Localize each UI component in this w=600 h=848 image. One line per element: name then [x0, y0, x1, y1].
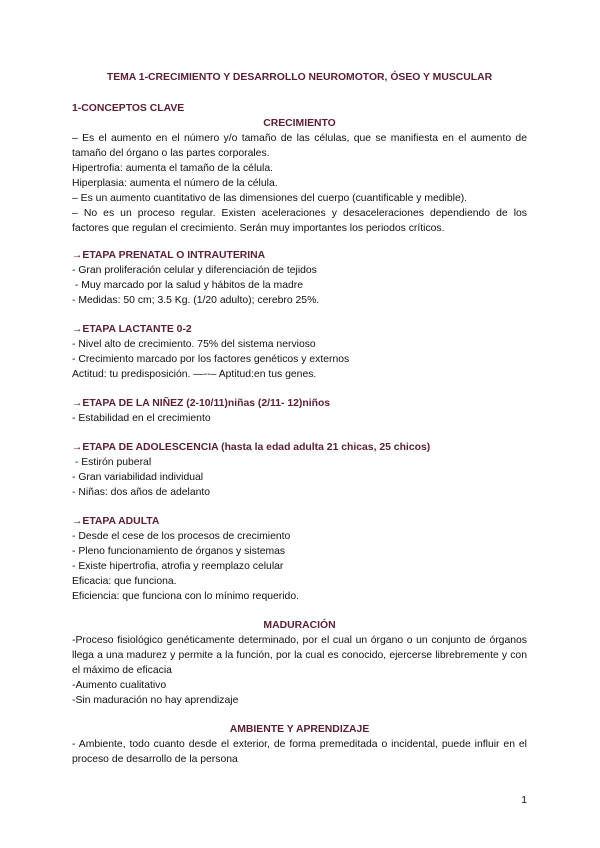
document-page	[72, 62, 527, 767]
list-item: - Existe hipertrofia, atrofia y reemplazo celular	[72, 561, 284, 572]
list-item: - Estirón puberal	[72, 457, 152, 468]
paragraph: Hiperplasia: aumenta el número de la célula.	[72, 178, 278, 189]
page-number: 1	[521, 795, 527, 806]
paragraph: Hipertrofia: aumenta el tamaño de la célula.	[72, 163, 273, 174]
stage-title-ninez: →ETAPA DE LA NIÑEZ (2-10/11)niñas (2/11- 12)niños	[72, 398, 331, 409]
list-item: - Crecimiento marcado por los factores genéticos y externos	[72, 354, 350, 365]
list-item: - Estabilidad en el crecimiento	[72, 413, 211, 424]
paragraph: – Es el aumento en el número y/o tamaño de las células, que se manifiesta en el aumento de tamaño del órgano o las partes corporales.	[72, 133, 527, 159]
stage-title-prenatal: →ETAPA PRENATAL O INTRAUTERINA	[72, 250, 266, 261]
heading-crecimiento: CRECIMIENTO	[263, 118, 336, 129]
list-item: Eficacia: que funciona.	[72, 576, 177, 587]
list-item: - Nivel alto de crecimiento. 75% del sistema nervioso	[72, 339, 316, 350]
list-item: - Niñas: dos años de adelanto	[72, 487, 211, 498]
list-item: - Muy marcado por la salud y hábitos de la madre	[72, 280, 304, 291]
list-item: - Gran variabilidad individual	[72, 472, 204, 483]
stage-title-adulta: →ETAPA ADULTA	[72, 516, 160, 527]
list-item: - Medidas: 50 cm; 3.5 Kg. (1/20 adulto); cerebro 25%.	[72, 295, 320, 306]
list-item: - Gran proliferación celular y diferenciación de tejidos	[72, 265, 317, 276]
list-item: -Sin maduración no hay aprendizaje	[72, 695, 239, 706]
paragraph: – No es un proceso regular. Existen aceleraciones y desaceleraciones dependiendo de los factores que regulan el crecimiento. Serán muy importantes los periodos críticos.	[72, 208, 527, 234]
list-item: Actitud: tu predisposición. —--– Aptitud:en tus genes.	[72, 369, 317, 380]
heading-maduracion: MADURACIÓN	[263, 620, 336, 631]
stage-title-adolescencia: →ETAPA DE ADOLESCENCIA (hasta la edad adulta 21 chicas, 25 chicos)	[72, 442, 431, 453]
paragraph: - Ambiente, todo cuanto desde el exterior, de forma premeditada o incidental, puede influir en el proceso de desarrollo de la persona	[72, 739, 527, 765]
list-item: Eficiencia: que funciona con lo mínimo requerido.	[72, 591, 299, 602]
heading-ambiente: AMBIENTE Y APRENDIZAJE	[229, 724, 370, 735]
list-item: - Desde el cese de los procesos de crecimiento	[72, 531, 291, 542]
paragraph: – Es un aumento cuantitativo de las dimensiones del cuerpo (cuantificable y medible).	[72, 193, 468, 204]
stage-title-lactante: →ETAPA LACTANTE 0-2	[72, 324, 192, 335]
list-item: -Aumento cualitativo	[72, 680, 167, 691]
section-title: 1-CONCEPTOS CLAVE	[72, 103, 185, 114]
paragraph: -Proceso fisiológico genéticamente determinado, por el cual un órgano o un conjunto de órganos llega a una madurez y permite a la función, por la cual es conocido, ejercerse librebremente y con el máximo de eficacia	[72, 635, 527, 676]
list-item: - Pleno funcionamiento de órganos y sistemas	[72, 546, 286, 557]
document-title: TEMA 1-CRECIMIENTO Y DESARROLLO NEUROMOTOR, ÓSEO Y MUSCULAR	[106, 72, 493, 83]
